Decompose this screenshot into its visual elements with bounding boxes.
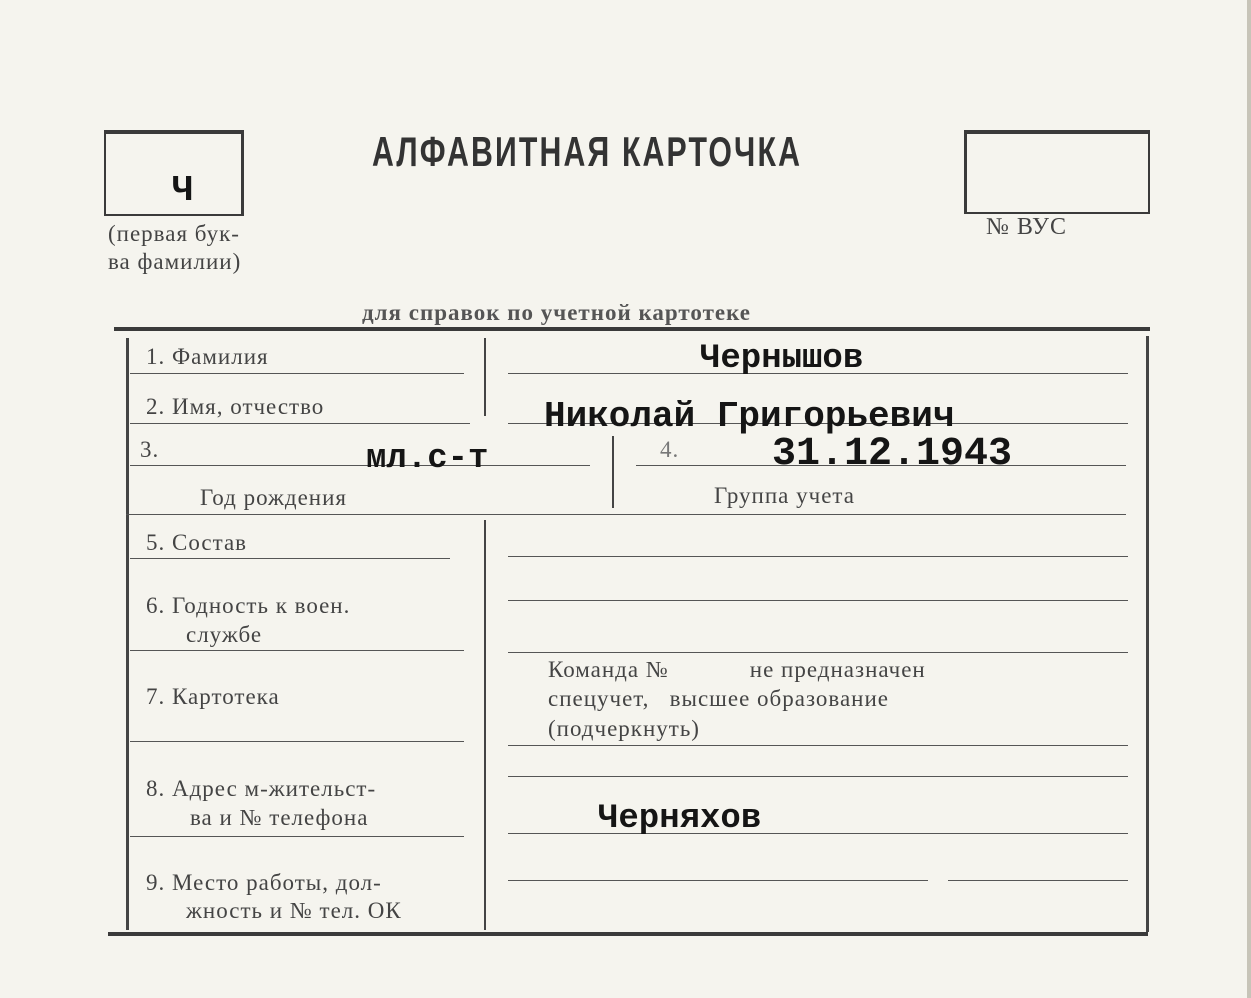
field-1-label: 1. Фамилия: [146, 344, 269, 369]
card-subtitle: для справок по учетной картотеке: [362, 300, 751, 325]
table-left-border: [126, 338, 129, 930]
rule-6a-right: [508, 600, 1128, 601]
rule-2-left: [130, 423, 470, 424]
rule-7a-right: [508, 745, 1128, 746]
field-9-line2: жность и № тел. ОК: [186, 898, 402, 923]
field-4-caption: Группа учета: [714, 483, 855, 508]
rule-7b-right: [508, 776, 1128, 777]
field-5-label: 5. Состав: [146, 530, 248, 555]
field-3-caption: Год рождения: [200, 485, 347, 510]
rule-7-left: [130, 741, 464, 742]
vus-box: [964, 130, 1150, 214]
rule-3-left: [130, 465, 590, 466]
typed-name-patronymic: Николай Григорьевич: [544, 396, 955, 437]
field-6-line2: службе: [186, 622, 263, 647]
rule-8-left: [130, 836, 464, 837]
rule-9a-right: [508, 880, 928, 881]
note-line3: (подчеркнуть): [548, 716, 700, 741]
letter-caption-line1: (первая бук-: [108, 221, 240, 246]
card-title: АЛФАВИТНАЯ КАРТОЧКА: [372, 128, 803, 175]
rule-1-left: [130, 373, 464, 374]
vus-label: № ВУС: [986, 214, 1067, 240]
field-8-line2: ва и № телефона: [190, 805, 369, 830]
first-letter-value: Ч: [172, 170, 194, 211]
typed-date: 31.12.1943: [772, 432, 1013, 477]
typed-surname: Чернышов: [700, 340, 864, 378]
field-9-line1: 9. Место работы, дол-: [146, 870, 382, 895]
typed-rank: мл.с-т: [366, 440, 489, 478]
field-6-line1: 6. Годность к воен.: [146, 593, 351, 618]
table-bottom-border: [108, 932, 1148, 936]
field-3-number: 3.: [140, 437, 160, 462]
field-4-number: 4.: [660, 437, 680, 462]
rule-9b-right: [948, 880, 1128, 881]
rule-6b-right: [508, 652, 1128, 653]
typed-address: Черняхов: [598, 800, 762, 838]
divider-rows-1-2: [484, 338, 486, 416]
divider-row-3-4: [612, 436, 614, 508]
note-line2: спецучет, высшее образование: [548, 686, 889, 711]
field-8-line1: 8. Адрес м-жительст-: [146, 776, 377, 801]
note-line1: Команда № не предназначен: [548, 657, 926, 682]
table-top-border: [114, 327, 1150, 331]
rule-5-left: [130, 558, 450, 559]
divider-rows-5-9: [484, 520, 486, 930]
rule-6-left: [130, 650, 464, 651]
rule-row34-bottom: [126, 514, 1126, 515]
field-2-label: 2. Имя, отчество: [146, 394, 325, 419]
rule-5-right: [508, 556, 1128, 557]
table-right-border: [1146, 336, 1149, 932]
field-7-label: 7. Картотека: [146, 684, 280, 709]
letter-caption-line2: ва фамилии): [108, 249, 242, 274]
